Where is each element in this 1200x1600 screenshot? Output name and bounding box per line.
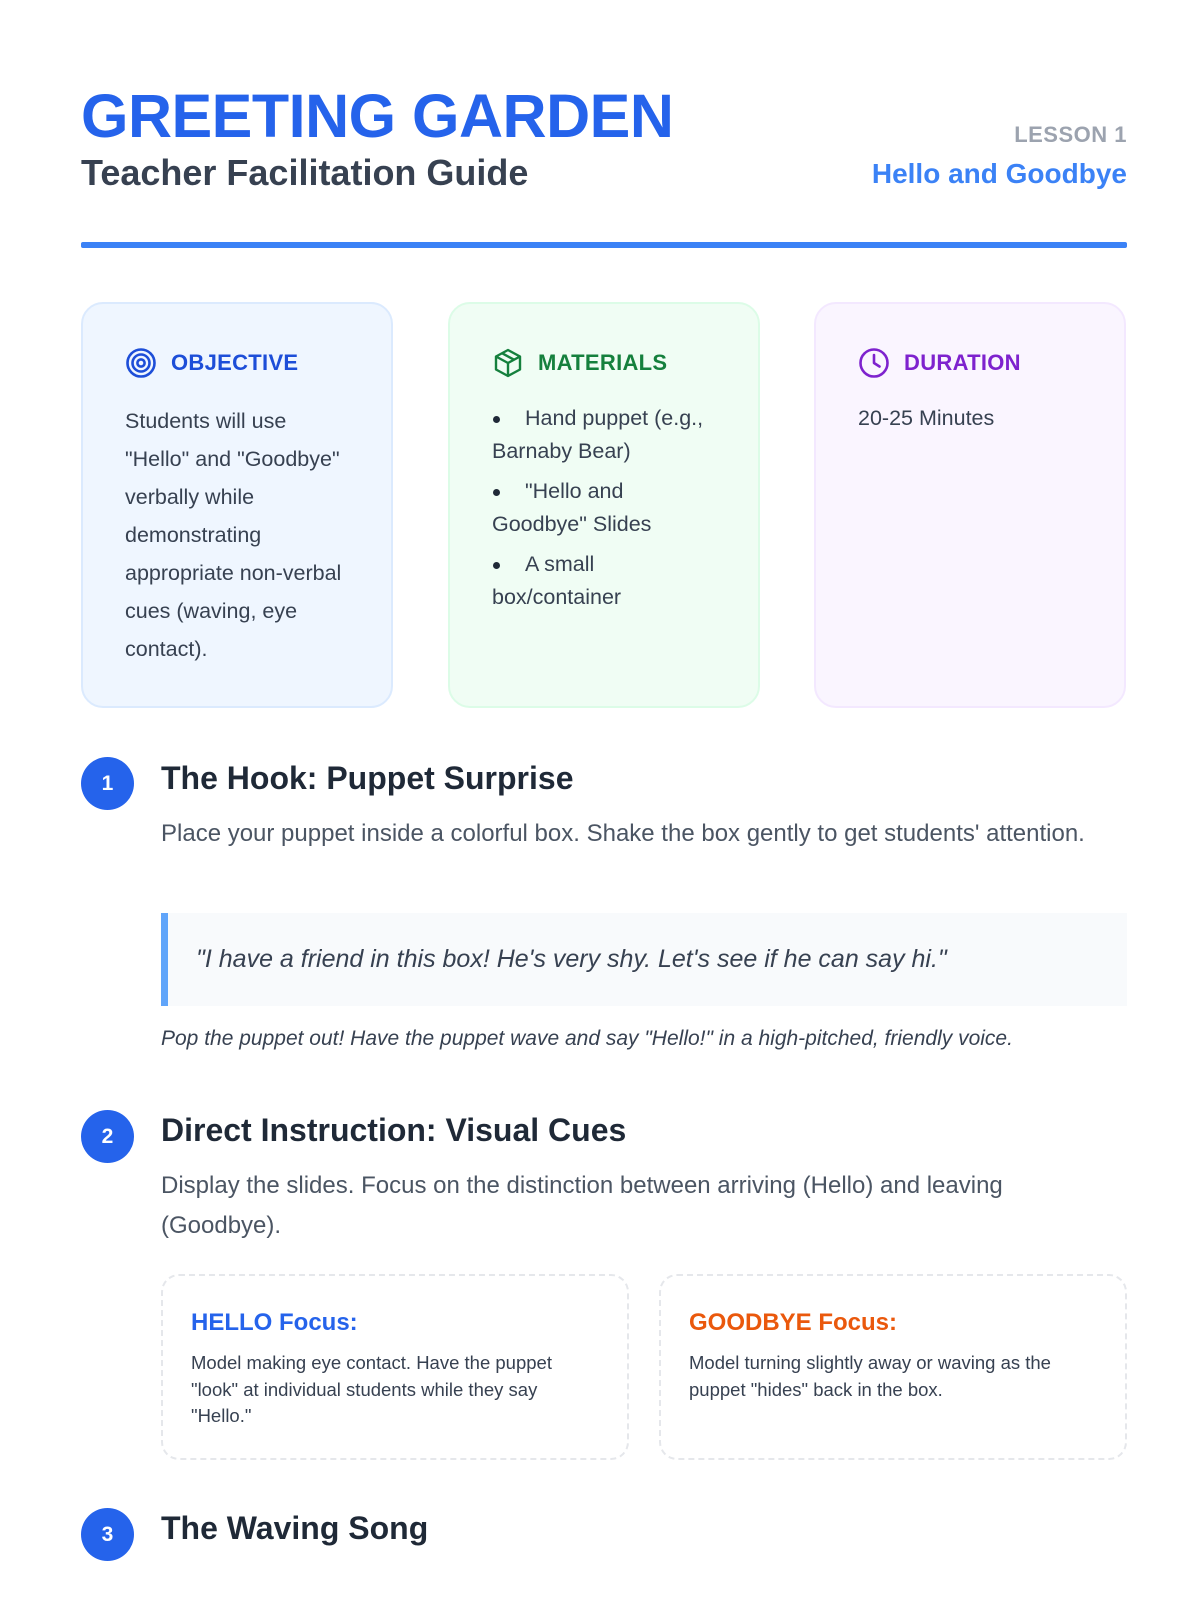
info-cards <box>81 302 1127 708</box>
step-number: 2 <box>81 1110 134 1163</box>
step-title: The Waving Song <box>161 1510 429 1546</box>
hello-focus-box <box>161 1274 629 1460</box>
clock-icon <box>858 347 890 379</box>
step-3 <box>81 1508 1127 1578</box>
package-icon <box>492 347 524 379</box>
teacher-script-quote <box>161 913 1127 1006</box>
step-2 <box>81 1110 1127 1470</box>
focus-text: Model turning slightly away or waving as the puppet "hides" back in the box. <box>689 1352 1051 1400</box>
step-description: Place your puppet inside a colorful box. Shake the box gently to get students' attention. <box>161 820 1085 847</box>
objective-text: Students will use "Hello" and "Goodbye" verbally while demonstrating appropriate non-verbal cues (waving, eye contact). <box>125 409 342 661</box>
materials-item: A small box/container <box>492 548 716 614</box>
lesson-number: LESSON 1 <box>1014 122 1127 147</box>
header-divider <box>81 242 1127 248</box>
step-description: Display the slides. Focus on the distinction between arriving (Hello) and leaving (Goodbye). <box>161 1172 1003 1239</box>
target-icon <box>125 347 157 379</box>
materials-list <box>492 402 716 614</box>
objective-card <box>81 302 393 708</box>
page-subtitle: Teacher Facilitation Guide <box>81 152 529 193</box>
materials-card <box>448 302 760 708</box>
focus-text: Model making eye contact. Have the puppet "look" at individual students while they say "Hello." <box>191 1352 552 1426</box>
materials-heading: MATERIALS <box>538 350 668 375</box>
lesson-name: Hello and Goodbye <box>871 158 1127 189</box>
duration-card-header <box>858 346 1082 380</box>
materials-item: "Hello and Goodbye" Slides <box>492 475 716 541</box>
duration-heading: DURATION <box>904 350 1021 375</box>
quote-text: "I have a friend in this box! He's very shy. Let's see if he can say hi." <box>196 945 947 973</box>
step-title: The Hook: Puppet Surprise <box>161 760 574 796</box>
focus-title: GOODBYE Focus: <box>689 1309 898 1336</box>
step-number: 3 <box>81 1508 134 1561</box>
step-number: 1 <box>81 757 134 810</box>
objective-card-header <box>125 346 349 380</box>
objective-heading: OBJECTIVE <box>171 350 299 375</box>
duration-text: 20-25 Minutes <box>858 406 995 430</box>
step-title: Direct Instruction: Visual Cues <box>161 1112 627 1148</box>
materials-item: Hand puppet (e.g., Barnaby Bear) <box>492 402 716 468</box>
step-note: Pop the puppet out! Have the puppet wave and say "Hello!" in a high-pitched, friendly voice. <box>161 1027 1013 1050</box>
materials-card-header <box>492 346 716 380</box>
page-title: GREETING GARDEN <box>81 82 674 150</box>
step-1 <box>81 754 1127 1074</box>
duration-card <box>814 302 1126 708</box>
page-header <box>81 84 1127 204</box>
goodbye-focus-box <box>659 1274 1127 1460</box>
focus-title: HELLO Focus: <box>191 1309 358 1336</box>
